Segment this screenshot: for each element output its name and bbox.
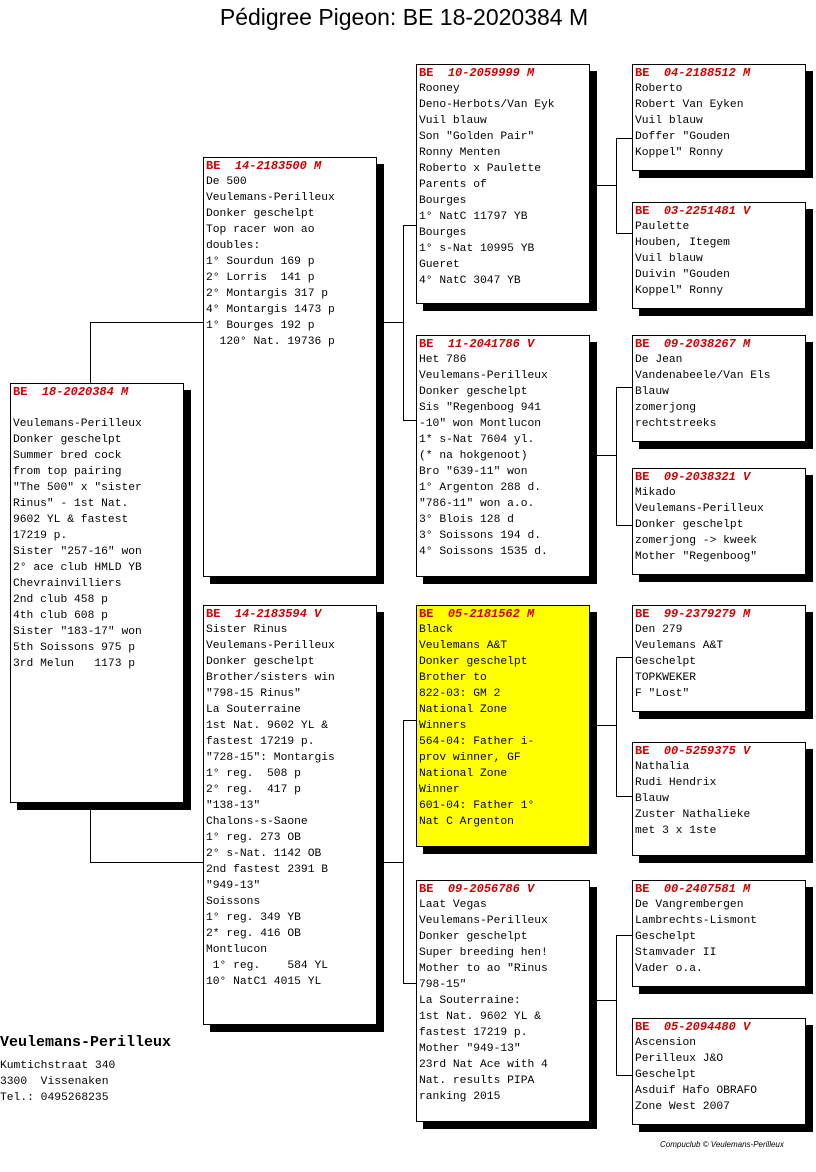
detail-line: 3rd Melun 1173 p — [13, 658, 136, 670]
detail-line: De Jean — [635, 354, 683, 366]
connector-line — [616, 138, 632, 139]
detail-line: Zone West 2007 — [635, 1101, 730, 1113]
detail-line: Donker geschelpt — [419, 931, 528, 943]
detail-line: 2* reg. 416 OB — [206, 928, 301, 940]
detail-line: Bro "639-11" won — [419, 466, 528, 478]
detail-line: Vuil blauw — [419, 115, 487, 127]
detail-line: met 3 x 1ste — [635, 825, 717, 837]
pigeon-details — [635, 897, 803, 977]
detail-line: TOPKWEKER — [635, 672, 697, 684]
detail-line: "798-15 Rinus" — [206, 688, 301, 700]
country-code: BE — [635, 470, 650, 484]
pigeon-details — [13, 400, 181, 672]
connector-line — [403, 983, 416, 984]
detail-line: Bourges — [419, 227, 467, 239]
detail-line: Houben, Itegem — [635, 237, 730, 249]
country-code: BE — [635, 882, 650, 896]
detail-line: "949-13" — [206, 880, 261, 892]
detail-line: Chalons-s-Saone — [206, 816, 308, 828]
detail-line: Perilleux J&O — [635, 1053, 724, 1065]
pigeon-details — [635, 622, 803, 702]
ring-number — [635, 882, 803, 896]
country-code: BE — [206, 607, 221, 621]
pigeon-details — [635, 81, 803, 161]
detail-line: 17219 p. — [13, 530, 68, 542]
detail-line: Roberto x Paulette — [419, 163, 542, 175]
detail-line: Mother "949-13" — [419, 1043, 521, 1055]
detail-line: Robert Van Eyken — [635, 99, 744, 111]
ring-number — [419, 337, 587, 351]
detail-line: Blauw — [635, 386, 669, 398]
detail-line: 9602 YL & fastest — [13, 514, 129, 526]
connector-line — [616, 796, 632, 797]
pigeon-details — [419, 352, 587, 560]
ring-number — [419, 882, 587, 896]
detail-line: Doffer "Gouden — [635, 131, 730, 143]
pigeon-card-dam-sire — [416, 605, 590, 847]
connector-line — [90, 862, 204, 863]
owner-city: 3300 Vissenaken — [0, 1076, 109, 1088]
connector-line — [616, 935, 617, 1075]
detail-line: 564-04: Father i- — [419, 736, 535, 748]
pigeon-card-ggparent — [632, 742, 806, 856]
detail-line: Vuil blauw — [635, 115, 703, 127]
ring-number — [635, 66, 803, 80]
detail-line: Deno-Herbots/Van Eyk — [419, 99, 555, 111]
copyright-credit: Compuclub © Veulemans-Perilleux — [660, 1140, 784, 1149]
detail-line: Donker geschelpt — [13, 434, 122, 446]
detail-line: Donker geschelpt — [419, 656, 528, 668]
detail-line: Mikado — [635, 487, 676, 499]
connector-line — [616, 387, 632, 388]
ring-number — [419, 66, 587, 80]
pigeon-card-ggparent — [632, 202, 806, 309]
detail-line: Geschelpt — [635, 931, 697, 943]
country-code: BE — [635, 337, 650, 351]
detail-line: 2° ace club HMLD YB — [13, 562, 142, 574]
ring-code: 14-2183500 M — [234, 159, 322, 173]
ring-code: 99-2379279 M — [663, 607, 751, 621]
detail-line: 4° NatC 3047 YB — [419, 275, 521, 287]
detail-line: 3° Blois 128 d — [419, 514, 514, 526]
country-code: BE — [419, 337, 434, 351]
pigeon-details — [419, 897, 587, 1105]
detail-line: Ronny Menten — [419, 147, 501, 159]
detail-line: Veulemans-Perilleux — [206, 640, 335, 652]
connector-line — [403, 225, 416, 226]
detail-line: Duivin "Gouden — [635, 269, 730, 281]
detail-line: "The 500" x "sister — [13, 482, 142, 494]
detail-line: Mother "Regenboog" — [635, 551, 758, 563]
detail-line: Sister "257-16" won — [13, 546, 142, 558]
detail-line: Veulemans-Perilleux — [13, 418, 142, 430]
detail-line: rechtstreeks — [635, 418, 717, 430]
detail-line: National Zone — [419, 704, 508, 716]
ring-code: 09-2038267 M — [663, 337, 751, 351]
country-code: BE — [635, 744, 650, 758]
connector-line — [616, 138, 617, 233]
detail-line: 2° s-Nat. 1142 OB — [206, 848, 322, 860]
detail-line: 1° Bourges 192 p — [206, 320, 315, 332]
ring-code: 18-2020384 M — [41, 385, 129, 399]
detail-line — [13, 400, 181, 416]
detail-line: Zuster Nathalieke — [635, 809, 751, 821]
ring-code: 00-5259375 V — [663, 744, 751, 758]
connector-line — [616, 657, 632, 658]
country-code: BE — [206, 159, 221, 173]
detail-line: 2° reg. 417 p — [206, 784, 301, 796]
detail-line: -10" won Montlucon — [419, 418, 542, 430]
detail-line: 2nd club 458 p — [13, 594, 108, 606]
detail-line: Sis "Regenboog 941 — [419, 402, 542, 414]
detail-line: 1* s-Nat 7604 yl. — [419, 434, 535, 446]
connector-line — [616, 1075, 632, 1076]
detail-line: Nat. results PIPA — [419, 1075, 535, 1087]
pigeon-card-ggparent — [632, 64, 806, 171]
detail-line: 5th Soissons 975 p — [13, 642, 136, 654]
detail-line: 1st Nat. 9602 YL & — [419, 1011, 542, 1023]
detail-line: 601-04: Father 1° — [419, 800, 535, 812]
detail-line: Veulemans-Perilleux — [206, 192, 335, 204]
detail-line: fastest 17219 p. — [206, 736, 315, 748]
owner-phone: Tel.: 0495268235 — [0, 1092, 109, 1104]
ring-number — [206, 159, 374, 173]
detail-line: Het 786 — [419, 354, 467, 366]
detail-line: Veulemans A&T — [635, 640, 724, 652]
detail-line: Son "Golden Pair" — [419, 131, 535, 143]
pigeon-details — [635, 485, 803, 565]
detail-line: Top racer won ao — [206, 224, 315, 236]
detail-line: Vader o.a. — [635, 963, 703, 975]
detail-line: 2nd fastest 2391 B — [206, 864, 329, 876]
detail-line: Mother to ao "Rinus — [419, 963, 548, 975]
connector-line — [90, 322, 204, 323]
pigeon-card-ggparent — [632, 880, 806, 987]
detail-line: Parents of — [419, 179, 487, 191]
detail-line: De 500 — [206, 176, 247, 188]
owner-name: Veulemans-Perilleux — [0, 1034, 172, 1051]
detail-line: La Souterraine: — [419, 995, 521, 1007]
detail-line: "728-15": Montargis — [206, 752, 335, 764]
detail-line: Vandenabeele/Van Els — [635, 370, 771, 382]
detail-line: Roberto — [635, 83, 683, 95]
ring-number — [13, 385, 181, 399]
detail-line: from top pairing — [13, 466, 122, 478]
ring-number — [419, 607, 587, 621]
detail-line: De Vangrembergen — [635, 899, 744, 911]
detail-line: 822-03: GM 2 — [419, 688, 501, 700]
detail-line: Summer bred cock — [13, 450, 122, 462]
detail-line: Asduif Hafo OBRAFO — [635, 1085, 758, 1097]
pigeon-card-dam-dam — [416, 880, 590, 1122]
connector-line — [377, 862, 403, 863]
detail-line: Den 279 — [635, 624, 683, 636]
ring-code: 11-2041786 V — [447, 337, 535, 351]
pigeon-details — [206, 622, 374, 990]
connector-line — [616, 935, 632, 936]
detail-line: Black — [419, 624, 453, 636]
connector-line — [90, 803, 91, 863]
pigeon-details — [635, 1035, 803, 1115]
detail-line: Koppel" Ronny — [635, 147, 724, 159]
detail-line: zomerjong — [635, 402, 697, 414]
pigeon-card-ggparent — [632, 335, 806, 442]
detail-line: zomerjong -> kweek — [635, 535, 758, 547]
pigeon-card-sire-sire — [416, 64, 590, 304]
detail-line: National Zone — [419, 768, 508, 780]
ring-number — [635, 1020, 803, 1034]
ring-number — [635, 607, 803, 621]
detail-line: Nat C Argenton — [419, 816, 514, 828]
detail-line: Donker geschelpt — [206, 208, 315, 220]
detail-line: 1° reg. 584 YL — [206, 960, 329, 972]
pigeon-card-dam — [203, 605, 377, 1025]
detail-line: Donker geschelpt — [419, 386, 528, 398]
detail-line: Rudi Hendrix — [635, 777, 717, 789]
country-code: BE — [635, 204, 650, 218]
connector-line — [590, 455, 616, 456]
detail-line: prov winner, GF — [419, 752, 521, 764]
detail-line: 1° s-Nat 10995 YB — [419, 243, 535, 255]
detail-line: 23rd Nat Ace with 4 — [419, 1059, 548, 1071]
detail-line: fastest 17219 p. — [419, 1027, 528, 1039]
detail-line: Geschelpt — [635, 1069, 697, 1081]
detail-line: Vuil blauw — [635, 253, 703, 265]
detail-line: Brother to — [419, 672, 487, 684]
detail-line: 1° reg. 508 p — [206, 768, 301, 780]
connector-line — [590, 725, 616, 726]
detail-line: Brother/sisters win — [206, 672, 335, 684]
detail-line: 1° Argenton 288 d. — [419, 482, 542, 494]
ring-code: 05-2094480 V — [663, 1020, 751, 1034]
detail-line: doubles: — [206, 240, 261, 252]
detail-line: 4° Soissons 1535 d. — [419, 546, 548, 558]
detail-line: Ascension — [635, 1037, 697, 1049]
connector-line — [590, 1000, 616, 1001]
detail-line: Donker geschelpt — [635, 519, 744, 531]
ring-code: 14-2183594 V — [234, 607, 322, 621]
country-code: BE — [419, 607, 434, 621]
detail-line: Bourges — [419, 195, 467, 207]
connector-line — [403, 225, 404, 420]
detail-line: Veulemans-Perilleux — [419, 370, 548, 382]
connector-line — [403, 720, 404, 983]
pigeon-details — [635, 352, 803, 432]
detail-line: 2° Lorris 141 p — [206, 272, 315, 284]
connector-line — [616, 657, 617, 796]
detail-line: Winners — [419, 720, 467, 732]
detail-line: Veulemans-Perilleux — [419, 915, 548, 927]
detail-line: 3° Soissons 194 d. — [419, 530, 542, 542]
country-code: BE — [13, 385, 28, 399]
detail-line: 4th club 608 p — [13, 610, 108, 622]
ring-code: 05-2181562 M — [447, 607, 535, 621]
detail-line: "138-13" — [206, 800, 261, 812]
detail-line: Winner — [419, 784, 460, 796]
detail-line: 1st Nat. 9602 YL & — [206, 720, 329, 732]
ring-number — [635, 470, 803, 484]
country-code: BE — [635, 66, 650, 80]
pigeon-card-ggparent — [632, 605, 806, 712]
detail-line: Soissons — [206, 896, 261, 908]
detail-line: 1° reg. 349 YB — [206, 912, 301, 924]
ring-code: 00-2407581 M — [663, 882, 751, 896]
pigeon-card-subject — [10, 383, 184, 803]
detail-line: Montlucon — [206, 944, 268, 956]
pigeon-details — [419, 622, 587, 830]
ring-number — [635, 204, 803, 218]
detail-line: 4° Montargis 1473 p — [206, 304, 335, 316]
ring-code: 10-2059999 M — [447, 66, 535, 80]
connector-line — [590, 185, 616, 186]
ring-code: 04-2188512 M — [663, 66, 751, 80]
connector-line — [403, 420, 416, 421]
detail-line: "786-11" won a.o. — [419, 498, 535, 510]
detail-line: 1° reg. 273 OB — [206, 832, 301, 844]
detail-line: 120° Nat. 19736 p — [206, 336, 335, 348]
ring-code: 09-2056786 V — [447, 882, 535, 896]
detail-line: Paulette — [635, 221, 690, 233]
detail-line: Rooney — [419, 83, 460, 95]
country-code: BE — [635, 1020, 650, 1034]
detail-line: Stamvader II — [635, 947, 717, 959]
detail-line: Donker geschelpt — [206, 656, 315, 668]
page-title: Pédigree Pigeon: BE 18-2020384 M — [219, 4, 589, 30]
pigeon-card-sire-dam — [416, 335, 590, 577]
ring-number — [206, 607, 374, 621]
detail-line: 10° NatC1 4015 YL — [206, 976, 322, 988]
detail-line: 1° Sourdun 169 p — [206, 256, 315, 268]
country-code: BE — [635, 607, 650, 621]
detail-line: Chevrainvilliers — [13, 578, 122, 590]
country-code: BE — [419, 66, 434, 80]
connector-line — [616, 233, 632, 234]
detail-line: La Souterraine — [206, 704, 301, 716]
pigeon-details — [635, 219, 803, 299]
connector-line — [377, 322, 403, 323]
pigeon-card-sire — [203, 157, 377, 577]
pigeon-details — [206, 174, 374, 350]
pigeon-card-ggparent — [632, 468, 806, 575]
detail-line: Blauw — [635, 793, 669, 805]
detail-line: (* na hokgenoot) — [419, 450, 528, 462]
connector-line — [616, 525, 632, 526]
detail-line: Sister "183-17" won — [13, 626, 142, 638]
ring-code: 09-2038321 V — [663, 470, 751, 484]
detail-line: 798-15" — [419, 979, 467, 991]
detail-line: Lambrechts-Lismont — [635, 915, 758, 927]
pigeon-card-ggparent — [632, 1018, 806, 1125]
detail-line: Super breeding hen! — [419, 947, 548, 959]
detail-line: Sister Rinus — [206, 624, 288, 636]
detail-line: 2° Montargis 317 p — [206, 288, 329, 300]
detail-line: Veulemans-Perilleux — [635, 503, 764, 515]
owner-street: Kumtichstraat 340 — [0, 1060, 116, 1072]
detail-line: 1° NatC 11797 YB — [419, 211, 528, 223]
connector-line — [403, 720, 416, 721]
connector-line — [616, 387, 617, 525]
detail-line: Geschelpt — [635, 656, 697, 668]
detail-line: Gueret — [419, 259, 460, 271]
detail-line: Veulemans A&T — [419, 640, 508, 652]
ring-code: 03-2251481 V — [663, 204, 751, 218]
detail-line: Koppel" Ronny — [635, 285, 724, 297]
country-code: BE — [419, 882, 434, 896]
ring-number — [635, 744, 803, 758]
detail-line: Nathalia — [635, 761, 690, 773]
detail-line: F "Lost" — [635, 688, 690, 700]
detail-line: ranking 2015 — [419, 1091, 501, 1103]
detail-line: Rinus" - 1st Nat. — [13, 498, 129, 510]
connector-line — [90, 322, 91, 383]
pigeon-details — [419, 81, 587, 289]
ring-number — [635, 337, 803, 351]
pigeon-details — [635, 759, 803, 839]
detail-line: Laat Vegas — [419, 899, 487, 911]
